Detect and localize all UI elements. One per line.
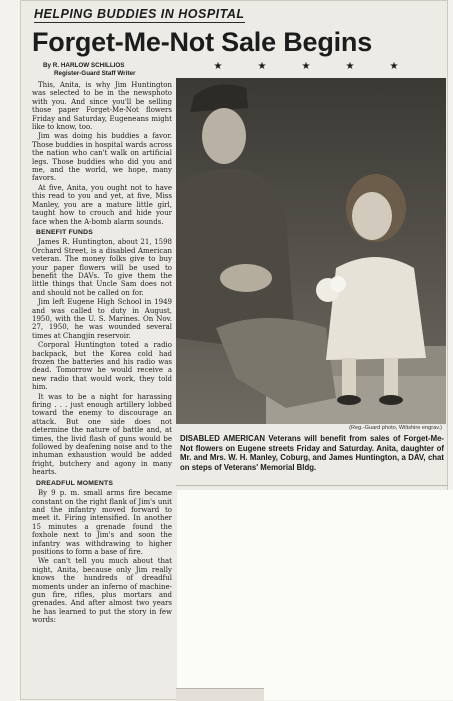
article-paragraph: It was to be a night for harassing firing . . . just enough artillery lobbed toward the enemy to discourage an attack. But one side does not determine the nature of battle and, at times, the livid flash of guns would be followed by deafening noise and to the inhuman exhaustion would be added fright, butchery and agony in many hearts. <box>32 392 172 477</box>
star-icon: ★ <box>345 61 355 72</box>
article-paragraph: By 9 p. m. small arms fire became constant on the right flank of Jim's unit and the infantry moved forward to meet it. Firing intensified. In another 15 minutes a grenade found the foxhole next to Jim's and soon the infantry was withdrawing to higher positions to form a base of fire. <box>32 489 172 556</box>
star-row <box>196 61 416 72</box>
star-icon: ★ <box>301 61 311 72</box>
article-paragraph: We can't tell you much about that night, Anita, because only Jim really knows the hundreds of dreadful moments under an inferno of machine-gun fire, rifles, plus mortars and grenades. And after almost two years he has learned to put the story in few words: <box>32 557 172 625</box>
photo-caption: DISABLED AMERICAN Veterans will benefit from sales of Forget-Me-Not flowers on Eugene streets Friday and Saturday. Anita, daughter of Mr. and Mrs. W. H. Manley, Coburg, and James Huntington, a DAV, chat on steps of Veterans' Memorial Bldg. <box>180 434 444 472</box>
section-heading: DREADFUL MOMENTS <box>36 479 114 487</box>
article-paragraph: At five, Anita, you ought not to have this read to you and yet, at five, Miss Manley, you are a mature little girl, taught how to crouch and hide your face when the A-bomb alarm sounds. <box>32 183 172 226</box>
star-icon: ★ <box>389 61 399 72</box>
article-paragraph: Jim was doing his buddies a favor. Those buddies in hospital wards across the nation who can't walk on artificial legs. Those buddies who did you and me, and the world, we hope, many favors. <box>32 132 172 183</box>
article-column <box>32 81 172 626</box>
section-heading: BENEFIT FUNDS <box>36 228 93 236</box>
byline-role: Register-Guard Staff Writer <box>54 70 136 77</box>
clipping-stub <box>176 688 264 701</box>
star-icon: ★ <box>213 61 223 72</box>
blank-background <box>177 490 453 700</box>
article-paragraph: Jim left Eugene High School in 1949 and was called to duty in August, 1950, with the U. S. Marines. On Nov. 27, 1950, he was wounded several times at Changjin reservoir. <box>32 298 172 340</box>
photo-credit: (Reg.-Guard photo, Wiltshire engrav.) <box>349 425 442 431</box>
kicker-heading: HELPING BUDDIES IN HOSPITAL <box>34 7 245 21</box>
photo-illustration <box>176 78 446 424</box>
article-paragraph: This, Anita, is why Jim Huntington was selected to be in the newsphoto with you. And since you'll be selling those paper Forget-Me-Not flowers Friday and Saturday, Eugeneans might like to know, too. <box>32 81 172 132</box>
cutline-divider <box>176 485 448 486</box>
headline: Forget-Me-Not Sale Begins <box>32 27 373 57</box>
article-paragraph: James R. Huntington, about 21, 1598 Orchard Street, is a disabled American veteran. The money folks give to buy your paper flowers will be used to benefit the DAVs. To give them the little things that Uncle Sam does not and should not be called on for. <box>32 238 172 297</box>
news-photo <box>176 78 446 424</box>
article-paragraph: Corporal Huntington toted a radio backpack, but the Korea cold had frozen the batteries and his radio was dead. Tomorrow he would receive a new radio that would work, they told him. <box>32 341 172 392</box>
star-icon: ★ <box>257 61 267 72</box>
byline-author: By R. HARLOW SCHILLIOS <box>43 62 125 69</box>
byline <box>43 62 135 78</box>
